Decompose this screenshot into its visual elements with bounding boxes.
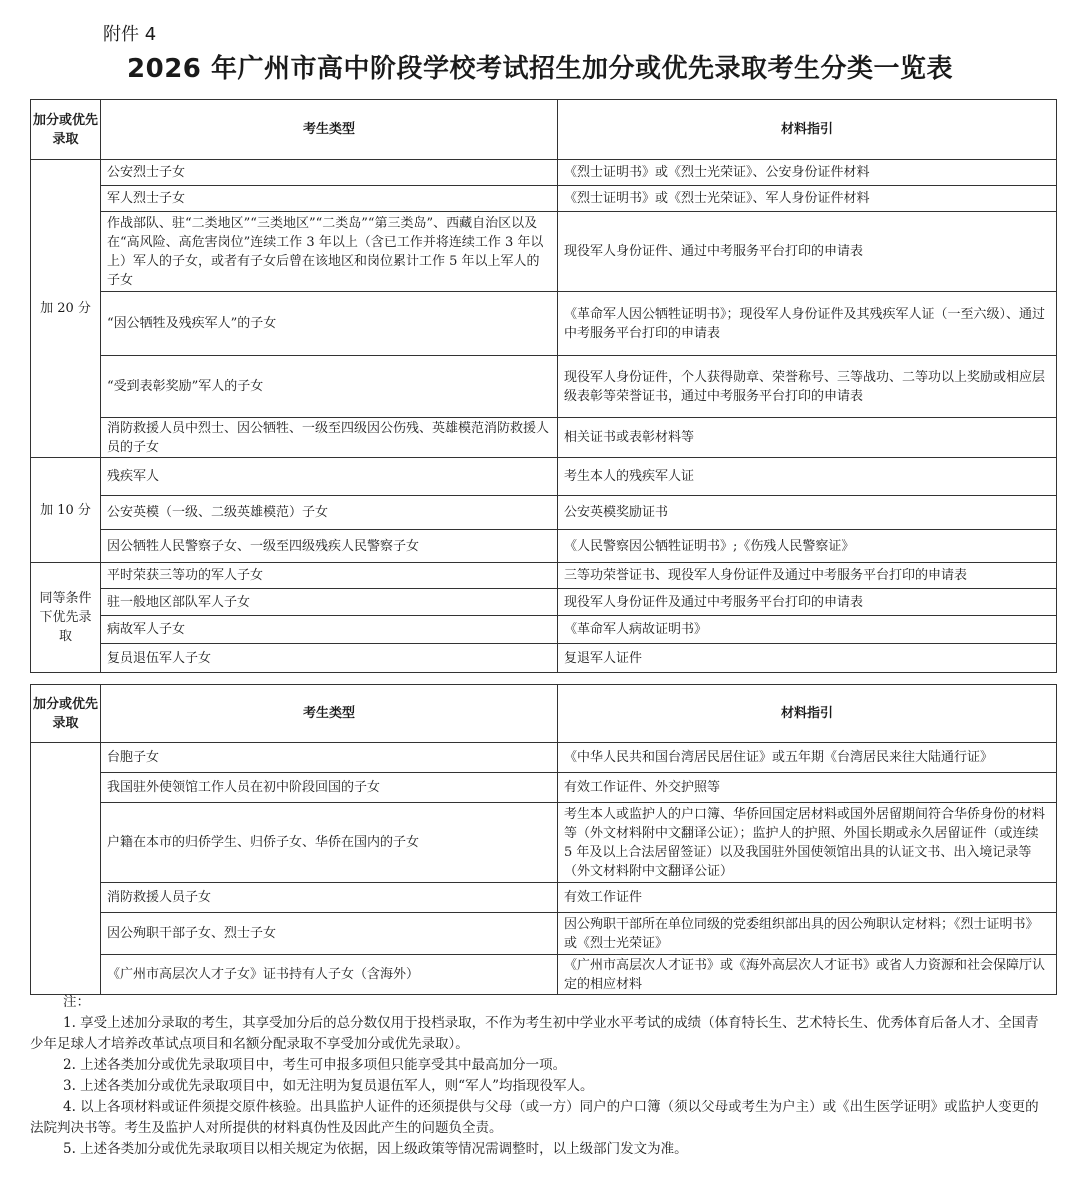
row-material: 公安英模奖励证书 — [558, 496, 1057, 530]
table-row — [31, 186, 1057, 212]
row-type: “因公牺牲及残疾军人”的子女 — [101, 292, 558, 356]
row-type: 台胞子女 — [101, 743, 558, 773]
table-header-row — [31, 685, 1057, 743]
row-material: 考生本人或监护人的户口簿、华侨回国定居材料或国外居留期间符合华侨身份的材料等（外文材料附中文翻译公证）；监护人的护照、外国长期或永久居留证件（或连续 5 年及以上合法居留签证）以及我国驻外国使领馆出具的认证文书、出入境记录等（外文材料附中文翻译公证） — [558, 803, 1057, 883]
row-material: 相关证书或表彰材料等 — [558, 418, 1057, 458]
header-material: 材料指引 — [558, 685, 1057, 743]
row-material: 现役军人身份证件，个人获得勋章、荣誉称号、三等战功、二等功以上奖励或相应层级表彰等荣誉证书，通过中考服务平台打印的申请表 — [558, 356, 1057, 418]
table-row — [31, 773, 1057, 803]
table-row — [31, 496, 1057, 530]
note-item: 2. 上述各类加分或优先录取项目中，考生可申报多项但只能享受其中最高加分一项。 — [63, 1057, 567, 1073]
table-row — [31, 458, 1057, 496]
row-type: 平时荣获三等功的军人子女 — [101, 563, 558, 589]
row-type: 《广州市高层次人才子女》证书持有人子女（含海外） — [101, 955, 558, 995]
row-type: 我国驻外使领馆工作人员在初中阶段回国的子女 — [101, 773, 558, 803]
row-type: 驻一般地区部队军人子女 — [101, 589, 558, 616]
row-type: 公安英模（一级、二级英雄模范）子女 — [101, 496, 558, 530]
notes — [30, 992, 1050, 1160]
row-material: 《广州市高层次人才证书》或《海外高层次人才证书》或省人力资源和社会保障厅认定的相应材料 — [558, 955, 1057, 995]
row-type: 消防救援人员中烈士、因公牺牲、一级至四级因公伤残、英雄模范消防救援人员的子女 — [101, 418, 558, 458]
table-row — [31, 160, 1057, 186]
bonus-table-1 — [30, 99, 1057, 673]
category-priority: 同等条件下优先录取 — [31, 563, 101, 673]
table-row — [31, 356, 1057, 418]
row-material: 现役军人身份证件、通过中考服务平台打印的申请表 — [558, 212, 1057, 292]
header-type: 考生类型 — [101, 685, 558, 743]
table-row — [31, 616, 1057, 644]
note-item: 1. 享受上述加分录取的考生，其享受加分后的总分数仅用于投档录取，不作为考生初中学业水平考试的成绩（体育特长生、艺术特长生、优秀体育后备人才、全国青少年足球人才培养改革试点项目和名额分配录取不享受加分或优先录取）。 — [30, 1015, 1039, 1052]
table-row — [31, 418, 1057, 458]
row-material: 考生本人的残疾军人证 — [558, 458, 1057, 496]
row-type: “受到表彰奖励”军人的子女 — [101, 356, 558, 418]
row-material: 《烈士证明书》或《烈士光荣证》、公安身份证件材料 — [558, 160, 1057, 186]
row-type: 户籍在本市的归侨学生、归侨子女、华侨在国内的子女 — [101, 803, 558, 883]
header-category: 加分或优先录取 — [31, 100, 101, 160]
row-type: 因公牺牲人民警察子女、一级至四级残疾人民警察子女 — [101, 530, 558, 563]
row-material: 有效工作证件 — [558, 883, 1057, 913]
table-row — [31, 644, 1057, 673]
table-row — [31, 913, 1057, 955]
header-category: 加分或优先录取 — [31, 685, 101, 743]
table-row — [31, 883, 1057, 913]
row-type: 消防救援人员子女 — [101, 883, 558, 913]
category-blank — [31, 743, 101, 995]
page-title: 2026 年广州市高中阶段学校考试招生加分或优先录取考生分类一览表 — [127, 54, 953, 84]
row-material: 复退军人证件 — [558, 644, 1057, 673]
table-row — [31, 292, 1057, 356]
notes-label: 注： — [63, 994, 90, 1010]
note-item: 5. 上述各类加分或优先录取项目以相关规定为依据，因上级政策等情况需调整时，以上级部门发文为准。 — [63, 1141, 688, 1157]
row-material: 现役军人身份证件及通过中考服务平台打印的申请表 — [558, 589, 1057, 616]
row-material: 《烈士证明书》或《烈士光荣证》、军人身份证件材料 — [558, 186, 1057, 212]
table-row — [31, 955, 1057, 995]
table-row — [31, 743, 1057, 773]
row-material: 因公殉职干部所在单位同级的党委组织部出具的因公殉职认定材料；《烈士证明书》或《烈士光荣证》 — [558, 913, 1057, 955]
bonus-table-2 — [30, 684, 1057, 995]
row-type: 残疾军人 — [101, 458, 558, 496]
header-type: 考生类型 — [101, 100, 558, 160]
table-row — [31, 803, 1057, 883]
row-material: 《革命军人因公牺牲证明书》；现役军人身份证件及其残疾军人证（一至六级）、通过中考服务平台打印的申请表 — [558, 292, 1057, 356]
table-header-row — [31, 100, 1057, 160]
note-item: 3. 上述各类加分或优先录取项目中，如无注明为复员退伍军人，则“军人”均指现役军人。 — [63, 1078, 594, 1094]
table-row — [31, 530, 1057, 563]
table-row — [31, 212, 1057, 292]
row-material: 《人民警察因公牺牲证明书》;《伤残人民警察证》 — [558, 530, 1057, 563]
row-material: 《革命军人病故证明书》 — [558, 616, 1057, 644]
category-plus10: 加 10 分 — [31, 458, 101, 563]
attachment-label: 附件 4 — [103, 24, 157, 45]
row-type: 复员退伍军人子女 — [101, 644, 558, 673]
row-type: 军人烈士子女 — [101, 186, 558, 212]
category-plus20: 加 20 分 — [31, 160, 101, 458]
header-material: 材料指引 — [558, 100, 1057, 160]
row-type: 病故军人子女 — [101, 616, 558, 644]
row-type: 公安烈士子女 — [101, 160, 558, 186]
row-type: 作战部队、驻“二类地区”“三类地区”“二类岛”“第三类岛”、西藏自治区以及在“高风险、高危害岗位”连续工作 3 年以上（含已工作并将连续工作 3 年以上）军人的子女，或者有子女后曾在该地区和岗位累计工作 5 年以上军人的子女 — [101, 212, 558, 292]
table-row — [31, 589, 1057, 616]
row-material: 《中华人民共和国台湾居民居住证》或五年期《台湾居民来往大陆通行证》 — [558, 743, 1057, 773]
row-material: 三等功荣誉证书、现役军人身份证件及通过中考服务平台打印的申请表 — [558, 563, 1057, 589]
note-item: 4. 以上各项材料或证件须提交原件核验。出具监护人证件的还须提供与父母（或一方）同户的户口簿（须以父母或考生为户主）或《出生医学证明》或监护人变更的法院判决书等。考生及监护人对所提供的材料真伪性及因此产生的问题负全责。 — [30, 1099, 1039, 1136]
row-type: 因公殉职干部子女、烈士子女 — [101, 913, 558, 955]
row-material: 有效工作证件、外交护照等 — [558, 773, 1057, 803]
table-row — [31, 563, 1057, 589]
